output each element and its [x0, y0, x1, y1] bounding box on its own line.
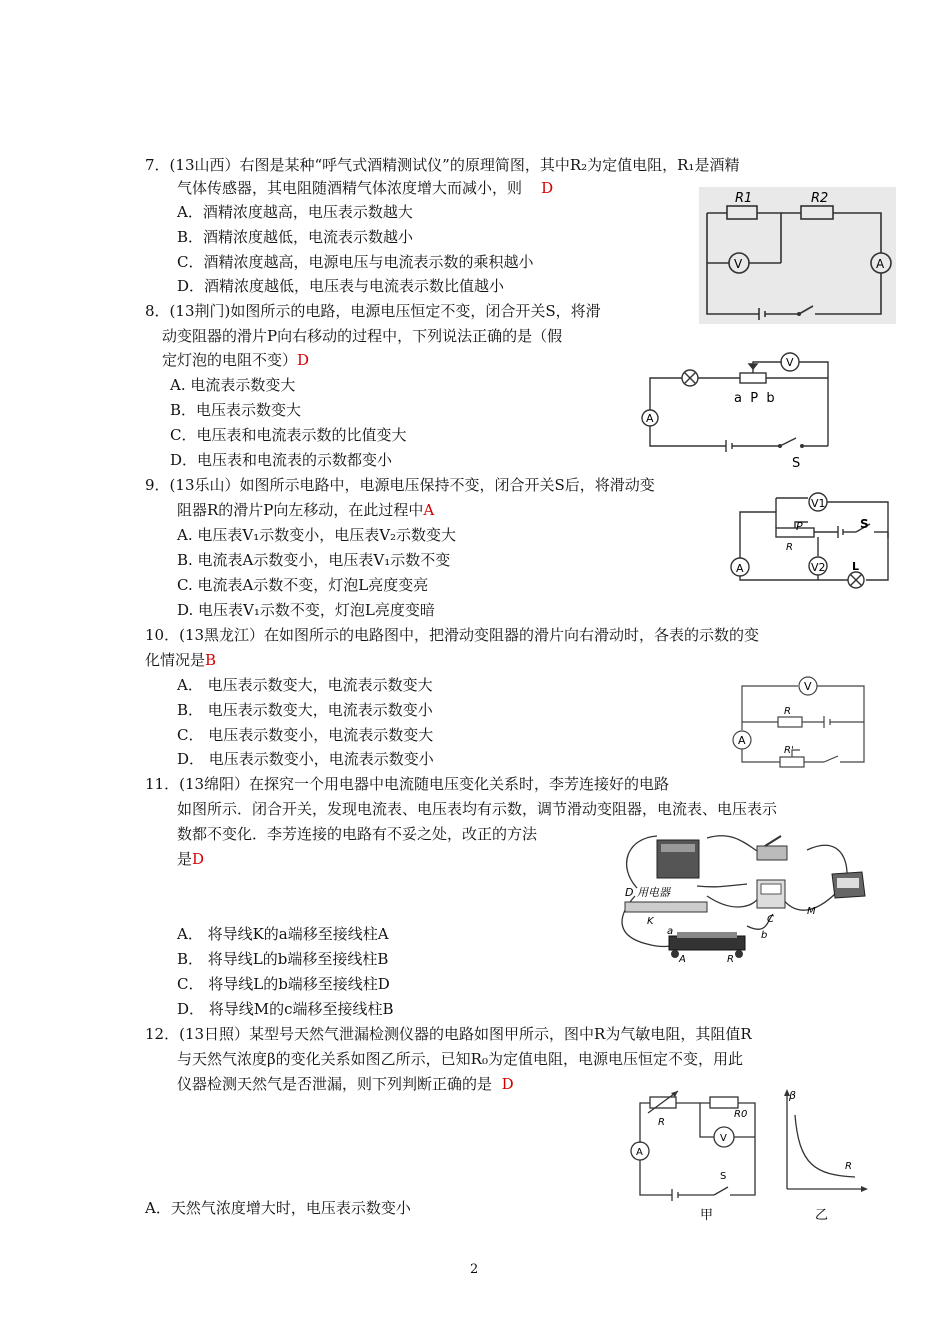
q8-option-b: B．电压表示数变大 [170, 401, 302, 419]
q12-fig-r0: R0 [734, 1109, 748, 1120]
q10-line-1: 10．(13黑龙江）在如图所示的电路图中，把滑动变阻器的滑片向右滑动时，各表的示数的变 [145, 626, 760, 644]
q8-option-c: C．电压表和电流表示数的比值变大 [170, 426, 407, 444]
q7-option-c: C．酒精浓度越高，电源电压与电流表示数的乘积越小 [177, 253, 534, 271]
voltmeter-icon [832, 872, 865, 898]
q12-line-1: 12．(13日照）某型号天然气泄漏检测仪器的电路如图甲所示，图中R为气敏电阻，其阻值R [145, 1025, 752, 1043]
q12-option-a: A．天然气浓度增大时，电压表示数变小 [145, 1199, 411, 1217]
q11-option-b: B． 将导线L的b端移至接线柱B [177, 950, 389, 968]
q10-option-a: A． 电压表示数变大，电流表示数变大 [177, 676, 433, 694]
q7-fig-r2: R2 [811, 191, 829, 206]
q8-fig-voltmeter: V [786, 356, 794, 369]
q9-circuit-figure [728, 490, 898, 600]
q10-circuit-figure [728, 672, 868, 770]
q12-circuit-figure-jia [630, 1085, 780, 1225]
q12-answer: D [501, 1075, 514, 1093]
q9-line-2: 阻器R的滑片P向左移动，在此过程中A [177, 501, 435, 519]
q11-apparatus-figure [607, 826, 872, 966]
q12-graph-r-label: R [845, 1161, 852, 1172]
q12-graph-label-yi: 乙 [815, 1208, 829, 1223]
q8-answer: D [297, 351, 310, 369]
q11-fig-c: C [767, 914, 774, 925]
q7-answer: D [541, 179, 554, 197]
q7-option-b: B．酒精浓度越低，电流表示数越小 [177, 228, 414, 246]
q8-line-1: 8．(13荆门)如图所示的电路，电源电压恒定不变，闭合开关S，将滑 [145, 302, 601, 320]
q11-line-1: 11．(13绵阳）在探究一个用电器中电流随电压变化关系时，李芳连接好的电路 [145, 775, 670, 793]
q10-option-c: C． 电压表示数变小，电流表示数变大 [177, 726, 434, 744]
q12-graph-yi [775, 1085, 870, 1225]
q10-fig-voltmeter: V [804, 680, 812, 693]
q12-fig-label-jia: 甲 [700, 1208, 714, 1223]
q11-fig-post-a: A [679, 954, 686, 965]
q9-option-d: D. 电压表V₁示数不变，灯泡L亮度变暗 [177, 601, 435, 619]
q11-fig-k: K [647, 916, 654, 927]
q7-line-2: 气体传感器，其电阻随酒精气体浓度增大而减小，则 D [177, 179, 554, 197]
q12-fig-r: R [658, 1117, 665, 1128]
q12-line-3: 仪器检测天然气是否泄漏，则下列判断正确的是 D [177, 1075, 514, 1093]
q11-fig-a: a [667, 926, 674, 937]
q7-line-1: 7．(13山西）右图是某种“呼气式酒精测试仪”的原理简图，其中R₂为定值电阻，R₁是酒精 [145, 156, 740, 174]
q9-fig-ammeter: A [736, 562, 744, 575]
q9-answer: A [423, 501, 435, 519]
q11-option-a: A． 将导线K的a端移至接线柱A [177, 925, 389, 943]
q10-line-2: 化情况是B [145, 651, 217, 669]
q11-fig-device-label: D 用电器 [625, 886, 670, 899]
q9-option-a: A. 电压表V₁示数变小，电压表V₂示数变大 [177, 526, 457, 544]
q9-fig-v1: V1 [811, 497, 826, 510]
q7-option-d: D．酒精浓度越低，电压表与电流表示数比值越小 [177, 277, 505, 295]
q11-line-4: 是D [177, 850, 205, 868]
q9-fig-l: L [852, 560, 860, 573]
q11-fig-b: b [761, 930, 768, 941]
q11-line-2: 如图所示．闭合开关，发现电流表、电压表均有示数，调节滑动变阻器，电流表、电压表示 [177, 800, 778, 818]
q8-option-d: D．电压表和电流表的示数都变小 [170, 451, 393, 469]
device-board-icon [625, 902, 707, 912]
q10-fig-r-prime: R' [784, 745, 794, 756]
q8-fig-ammeter: A [646, 412, 654, 425]
q7-fig-ammeter: A [876, 257, 885, 271]
q7-fig-r1: R1 [735, 191, 753, 206]
q11-option-d: D． 将导线M的c端移至接线柱B [177, 1000, 394, 1018]
switch-icon [757, 836, 787, 860]
q11-fig-m: M [807, 906, 816, 917]
q9-fig-v2: V2 [811, 561, 826, 574]
q9-option-c: C. 电流表A示数不变，灯泡L亮度变亮 [177, 576, 429, 594]
q8-fig-switch-label: S [792, 456, 801, 471]
q7-fig-voltmeter: V [734, 257, 743, 271]
q11-option-c: C． 将导线L的b端移至接线柱D [177, 975, 390, 993]
q11-line-3: 数都不变化．李芳连接的电路有不妥之处，改正的方法 [177, 825, 538, 843]
q10-answer: B [205, 651, 217, 669]
q8-line-3: 定灯泡的电阻不变）D [162, 351, 310, 369]
q7-circuit-figure [699, 187, 896, 324]
q10-fig-ammeter: A [738, 734, 746, 747]
q12-fig-switch: S [720, 1171, 727, 1182]
q9-fig-p: P [796, 520, 803, 533]
q10-fig-r: R [784, 706, 791, 717]
q7-option-a: A．酒精浓度越高，电压表示数越大 [177, 203, 413, 221]
q10-option-d: D． 电压表示数变小，电流表示数变小 [177, 750, 434, 768]
q8-fig-slider-labels: a P b [734, 391, 775, 406]
q9-line-1: 9．(13乐山）如图所示电路中，电源电压保持不变，闭合开关S后，将滑动变 [145, 476, 655, 494]
q8-circuit-figure [636, 350, 836, 472]
q11-fig-post-r: R [727, 954, 734, 965]
ammeter-icon [757, 880, 785, 908]
battery-icon [657, 840, 699, 878]
q9-fig-s: S [860, 517, 869, 531]
q12-graph-beta: β [789, 1089, 797, 1102]
q8-option-a: A. 电流表示数变大 [170, 376, 296, 394]
q11-answer: D [192, 850, 205, 868]
q12-fig-voltmeter: V [720, 1133, 727, 1144]
q12-fig-ammeter: A [636, 1147, 643, 1158]
q9-fig-r: R [786, 542, 793, 553]
q10-option-b: B． 电压表示数变大，电流表示数变小 [177, 701, 433, 719]
page-number: 2 [470, 1262, 479, 1277]
q9-option-b: B. 电流表A示数变小，电压表V₁示数不变 [177, 551, 451, 569]
q8-line-2: 动变阻器的滑片P向右移动的过程中，下列说法正确的是（假 [162, 327, 563, 345]
q12-line-2: 与天然气浓度β的变化关系如图乙所示，已知R₀为定值电阻，电源电压恒定不变，用此 [177, 1050, 743, 1068]
